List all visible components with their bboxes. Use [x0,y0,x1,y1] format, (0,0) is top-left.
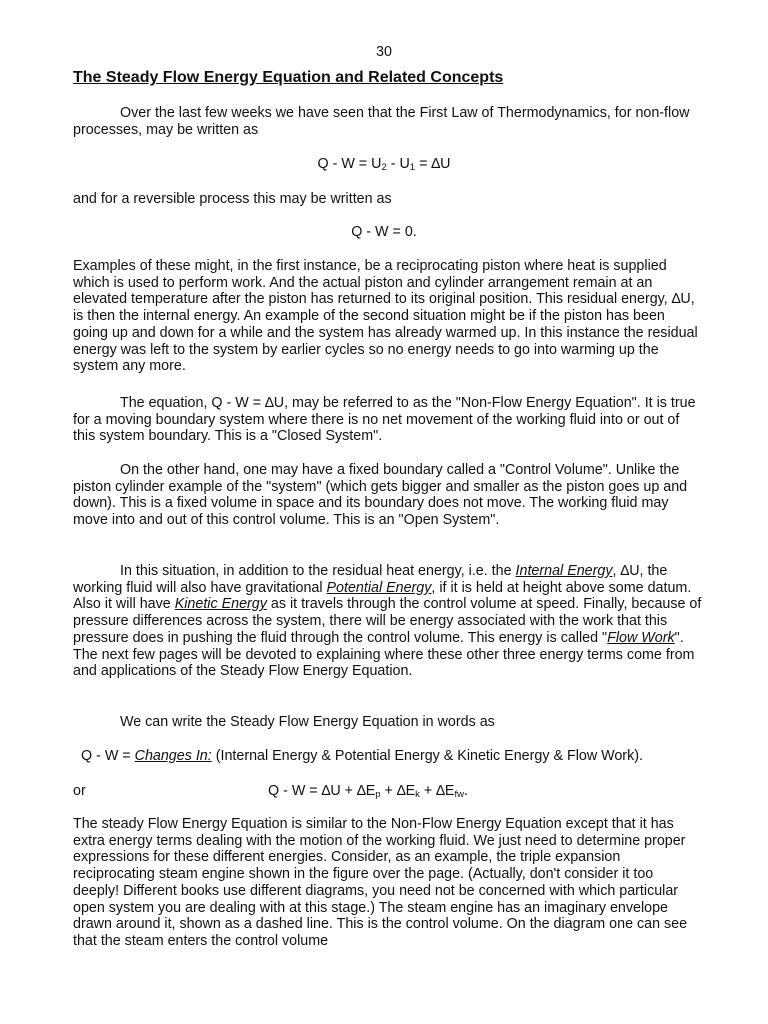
eq4-sub-p: p [375,789,381,800]
or-label: or [73,783,86,799]
paragraph-examples: Examples of these might, in the first instance, be a reciprocating piston where heat is supplied which is used to perform work. And the actual piston and cylinder arrangement remain at an elevated temperature after the piston has returned to its original position. This residual energy, ∆U, is then the internal energy. An example of the second situation might be if the piston has been going up and down for a while and the system has already warmed up. In this instance the residual energy was left to the system by earlier cycles so no energy needs to go into warming up the system any more. [73,258,698,375]
eq3-part-a: Q - W = [81,748,135,764]
paragraph-words-intro: We can write the Steady Flow Energy Equation in words as [120,714,495,730]
term-potential-energy: Potential Energy [326,579,432,596]
eq1-part-b: - U [386,156,410,172]
equation-first-law [0,156,768,173]
paragraph-energy-terms [73,563,703,680]
eq1-part-c: = ∆U [415,156,451,172]
p6-text-3: , if it is held at height above some datum. Also it will have [73,579,692,613]
page-number: 30 [376,44,392,60]
paragraph-non-flow: The equation, Q - W = ∆U, may be referred to as the "Non-Flow Energy Equation". It is true for a moving boundary system where there is no net movement of the working fluid into or out of this system boundary. This is a "Closed System". [73,395,696,445]
term-internal-energy: Internal Energy [515,563,613,579]
eq4-part-c: + ∆E [419,783,455,799]
p6-text-4: as it travels through the control volume at speed. Finally, because of pressure differences across the system, there will be energy associated with the work that this pressure does in pushing the fluid through the control volume. This energy is called " [73,596,702,646]
term-changes-in: Changes In: [134,748,212,764]
eq3-part-b: (Internal Energy & Potential Energy & Kinetic Energy & Flow Work). [211,748,643,764]
paragraph-steam-engine: The steady Flow Energy Equation is similar to the Non-Flow Energy Equation except that it has extra energy terms dealing with the motion of the working fluid. We just need to determine proper expressions for these different energies. Consider, as an example, the triple expansion reciprocating steam engine shown in the figure over the page. (Actually, don't consider it too deeply! Different books use different diagrams, you need not be concerned with which particular open system you are dealing with at this stage.) The steam engine has an imaginary envelope drawn around it, shown as a dashed line. This is the control volume. On the diagram one can see that the steam enters the control volume [73,816,688,949]
p6-text-2: , ∆U, the working fluid will also have gravitational [73,563,668,596]
equation-words [81,748,643,765]
paragraph-first-law: Over the last few weeks we have seen that the First Law of Thermodynamics, for non-flow processes, may be written as [73,105,690,138]
term-flow-work: Flow Work [607,629,675,646]
p6-text-1: In this situation, in addition to the residual heat energy, i.e. the [120,563,516,579]
eq1-sub-2: 2 [381,162,387,173]
eq4-part-b: + ∆E [380,783,416,799]
eq4-sub-k: k [415,789,420,800]
page-title: The Steady Flow Energy Equation and Related Concepts [73,69,504,86]
eq1-part-a: Q - W = U [317,156,382,172]
eq4-part-a: Q - W = ∆U + ∆E [268,783,376,799]
eq4-sub-fw: fw [454,789,464,800]
equation-reversible: Q - W = 0. [351,224,417,240]
p6-text-5: ". The next few pages will be devoted to explaining where these other three energy terms come from and applications of the Steady Flow Energy Equation. [73,629,695,680]
eq1-sub-1: 1 [409,162,416,173]
paragraph-control-volume: On the other hand, one may have a fixed boundary called a "Control Volume". Unlike the piston cylinder example of the "system" (which gets bigger and smaller as the piston goes up and down). This is a fixed volume in space and its boundary does not move. The working fluid may move into and out of this control volume. This is an "Open System". [73,462,688,529]
eq4-part-d: . [463,783,468,799]
paragraph-reversible: and for a reversible process this may be written as [73,191,392,207]
equation-sfee [268,783,468,800]
term-kinetic-energy: Kinetic Energy [174,596,267,613]
